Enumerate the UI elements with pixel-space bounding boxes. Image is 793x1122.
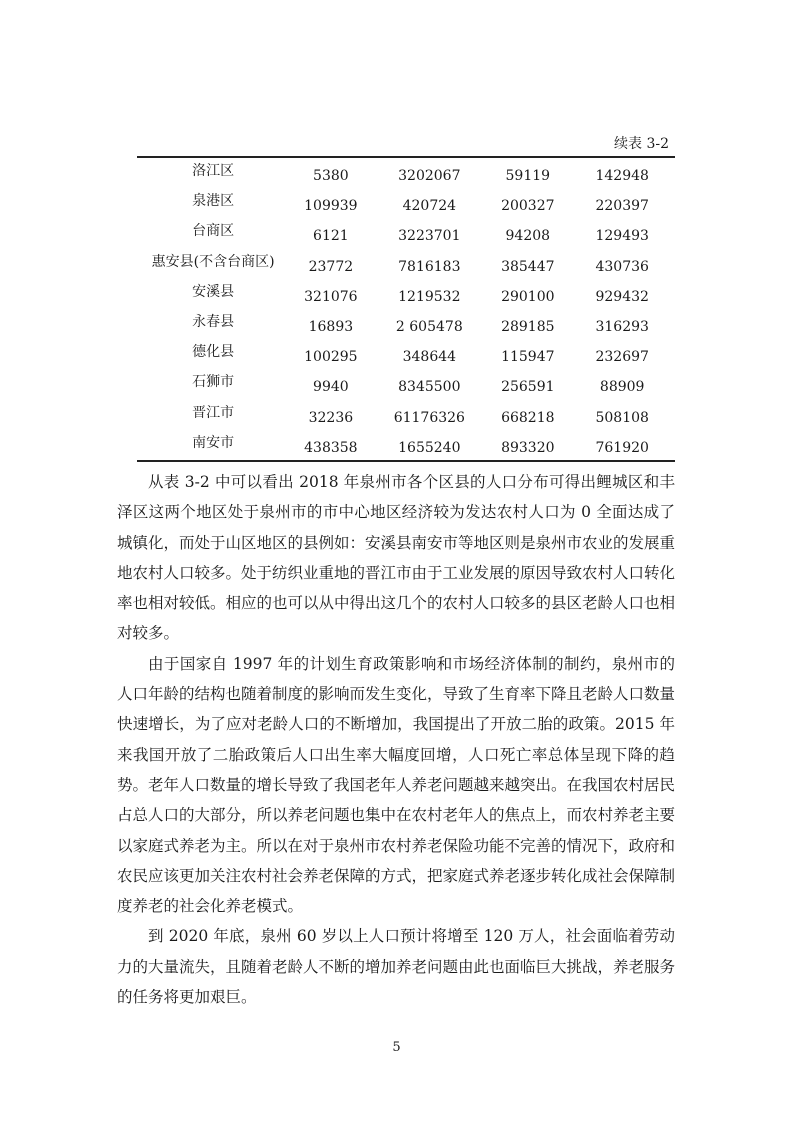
table-row [137,218,675,248]
value-cell [372,400,486,430]
district-name-cell [137,188,289,218]
value: 2 605478 [395,319,463,336]
value-cell [486,279,569,309]
value-cell [372,188,486,218]
district-name: 永春县 [192,314,235,331]
value: 316293 [595,319,649,336]
district-name: 台商区 [192,223,235,240]
value-cell [569,309,675,339]
value-cell [569,400,675,430]
value-cell [486,218,569,248]
district-name-cell [137,279,289,309]
district-name-cell [137,218,289,248]
value: 929432 [595,288,649,305]
value: 109939 [304,198,358,215]
value-cell [569,430,675,460]
table-row [137,188,675,218]
value: 142948 [595,168,649,185]
table-row [137,339,675,369]
value-cell [372,158,486,188]
value-cell [289,400,372,430]
value: 430736 [595,258,649,275]
value: 32236 [308,409,354,426]
district-name: 泉港区 [192,193,235,210]
value-cell [569,188,675,218]
value: 6121 [313,228,349,245]
value-cell [569,339,675,369]
value: 129493 [595,228,649,245]
value: 420724 [402,198,457,215]
value: 508108 [595,409,649,426]
table-body [137,158,675,460]
value-cell [569,279,675,309]
district-name-cell [137,430,289,460]
value: 200327 [501,198,555,215]
district-name: 德化县 [192,344,235,361]
value: 668218 [501,409,555,426]
value-cell [486,309,569,339]
value-cell [486,339,569,369]
district-name-cell [137,339,289,369]
value: 3223701 [398,228,461,245]
value-cell [289,188,372,218]
value-cell [486,158,569,188]
district-name-cell [137,369,289,399]
paragraph: 由于国家自 1997 年的计划生育政策影响和市场经济体制的制约，泉州市的人口年龄的结构也随着制度的影响而发生变化，导致了生育率下降且老龄人口数量快速增长，为了应对老龄人口的不断增加，我国提出了开放二胎的政策。2015 年来我国开放了二胎政策后人口出生率大幅度回增，人口死亡率总体呈现下降的趋势。老年人口数量的增长导致了我国老年人养老问题越来越突出。在我国农村居民占总人口的大部分，所以养老问题也集中在农村老年人的焦点上，而农村养老主要以家庭式养老为主。所以在对于泉州市农村养老保险功能不完善的情况下，政府和农民应该更加关注农村社会养老保障的方式，把家庭式养老逐步转化成社会保障制度养老的社会化养老模式。 [117,654,676,916]
value: 1219532 [398,288,461,305]
value-cell [289,430,372,460]
value-cell [289,309,372,339]
value-cell [289,279,372,309]
paragraph: 到 2020 年底，泉州 60 岁以上人口预计将增至 120 万人，社会面临着劳动力的大量流失，且随着老龄人不断的增加养老问题由此也面临巨大挑战，养老服务的任务将更加艰巨。 [117,927,676,1007]
page-number: 5 [392,1040,401,1055]
value-cell [372,309,486,339]
body-text [117,467,675,1012]
value-cell [486,430,569,460]
value-cell [569,218,675,248]
value-cell [486,369,569,399]
district-name-cell [137,400,289,430]
table-row [137,369,675,399]
value: 256591 [501,379,555,396]
value: 8345500 [398,379,461,396]
table-row [137,400,675,430]
value-cell [569,158,675,188]
value: 348644 [402,349,457,366]
value: 290100 [501,288,555,305]
value: 761920 [595,439,649,456]
value: 232697 [595,349,649,366]
district-name-cell [137,158,289,188]
table-row [137,279,675,309]
value-cell [569,369,675,399]
district-name: 晋江市 [192,404,235,421]
value-cell [486,188,569,218]
value: 94208 [505,228,551,245]
value: 438358 [304,439,358,456]
paragraph: 从表 3-2 中可以看出 2018 年泉州市各个区县的人口分布可得出鲤城区和丰泽区这两个地区处于泉州市的市中心地区经济较为发达农村人口为 0 全面达成了城镇化，而处于山区地区的县例如：安溪县南安市等地区则是泉州市农业的发展重地农村人口较多。处于纺织业重地的晋江市由于工业发展的原因导致农村人口转化率也相对较低。相应的也可以从中得出这几个的农村人口较多的县区老龄人口也相对较多。 [117,473,676,643]
value-cell [289,369,372,399]
value-cell [289,218,372,248]
value-cell [372,249,486,279]
value: 115947 [501,349,555,366]
table-row [137,430,675,460]
value: 7816183 [398,258,461,275]
value: 61176326 [393,409,465,426]
value-cell [289,339,372,369]
value: 321076 [304,288,358,305]
value: 100295 [304,349,358,366]
value: 385447 [501,258,555,275]
data-table [137,156,675,462]
value: 220397 [595,198,649,215]
district-name: 石狮市 [192,374,235,391]
value-cell [372,369,486,399]
value: 16893 [308,319,354,336]
value: 23772 [308,258,354,275]
value-cell [372,430,486,460]
value-cell [289,249,372,279]
value: 9940 [313,379,349,396]
value: 1655240 [398,439,461,456]
value-cell [372,218,486,248]
value-cell [289,158,372,188]
table-row [137,249,675,279]
value: 59119 [505,168,551,185]
value: 88909 [599,379,645,396]
value-cell [372,279,486,309]
district-name-cell [137,309,289,339]
district-name: 惠安县(不含台商区) [151,253,275,270]
value-cell [486,249,569,279]
value: 289185 [501,319,555,336]
district-name: 洛江区 [192,163,235,180]
value-cell [569,249,675,279]
district-name-cell [137,249,289,279]
value-cell [372,339,486,369]
district-name: 南安市 [192,434,235,451]
district-name: 安溪县 [192,283,235,300]
value-cell [486,400,569,430]
value: 893320 [501,439,555,456]
value: 5380 [313,168,349,185]
value: 3202067 [398,168,461,185]
table-row [137,158,675,188]
table-caption: 续表 3-2 [614,136,669,152]
table-row [137,309,675,339]
